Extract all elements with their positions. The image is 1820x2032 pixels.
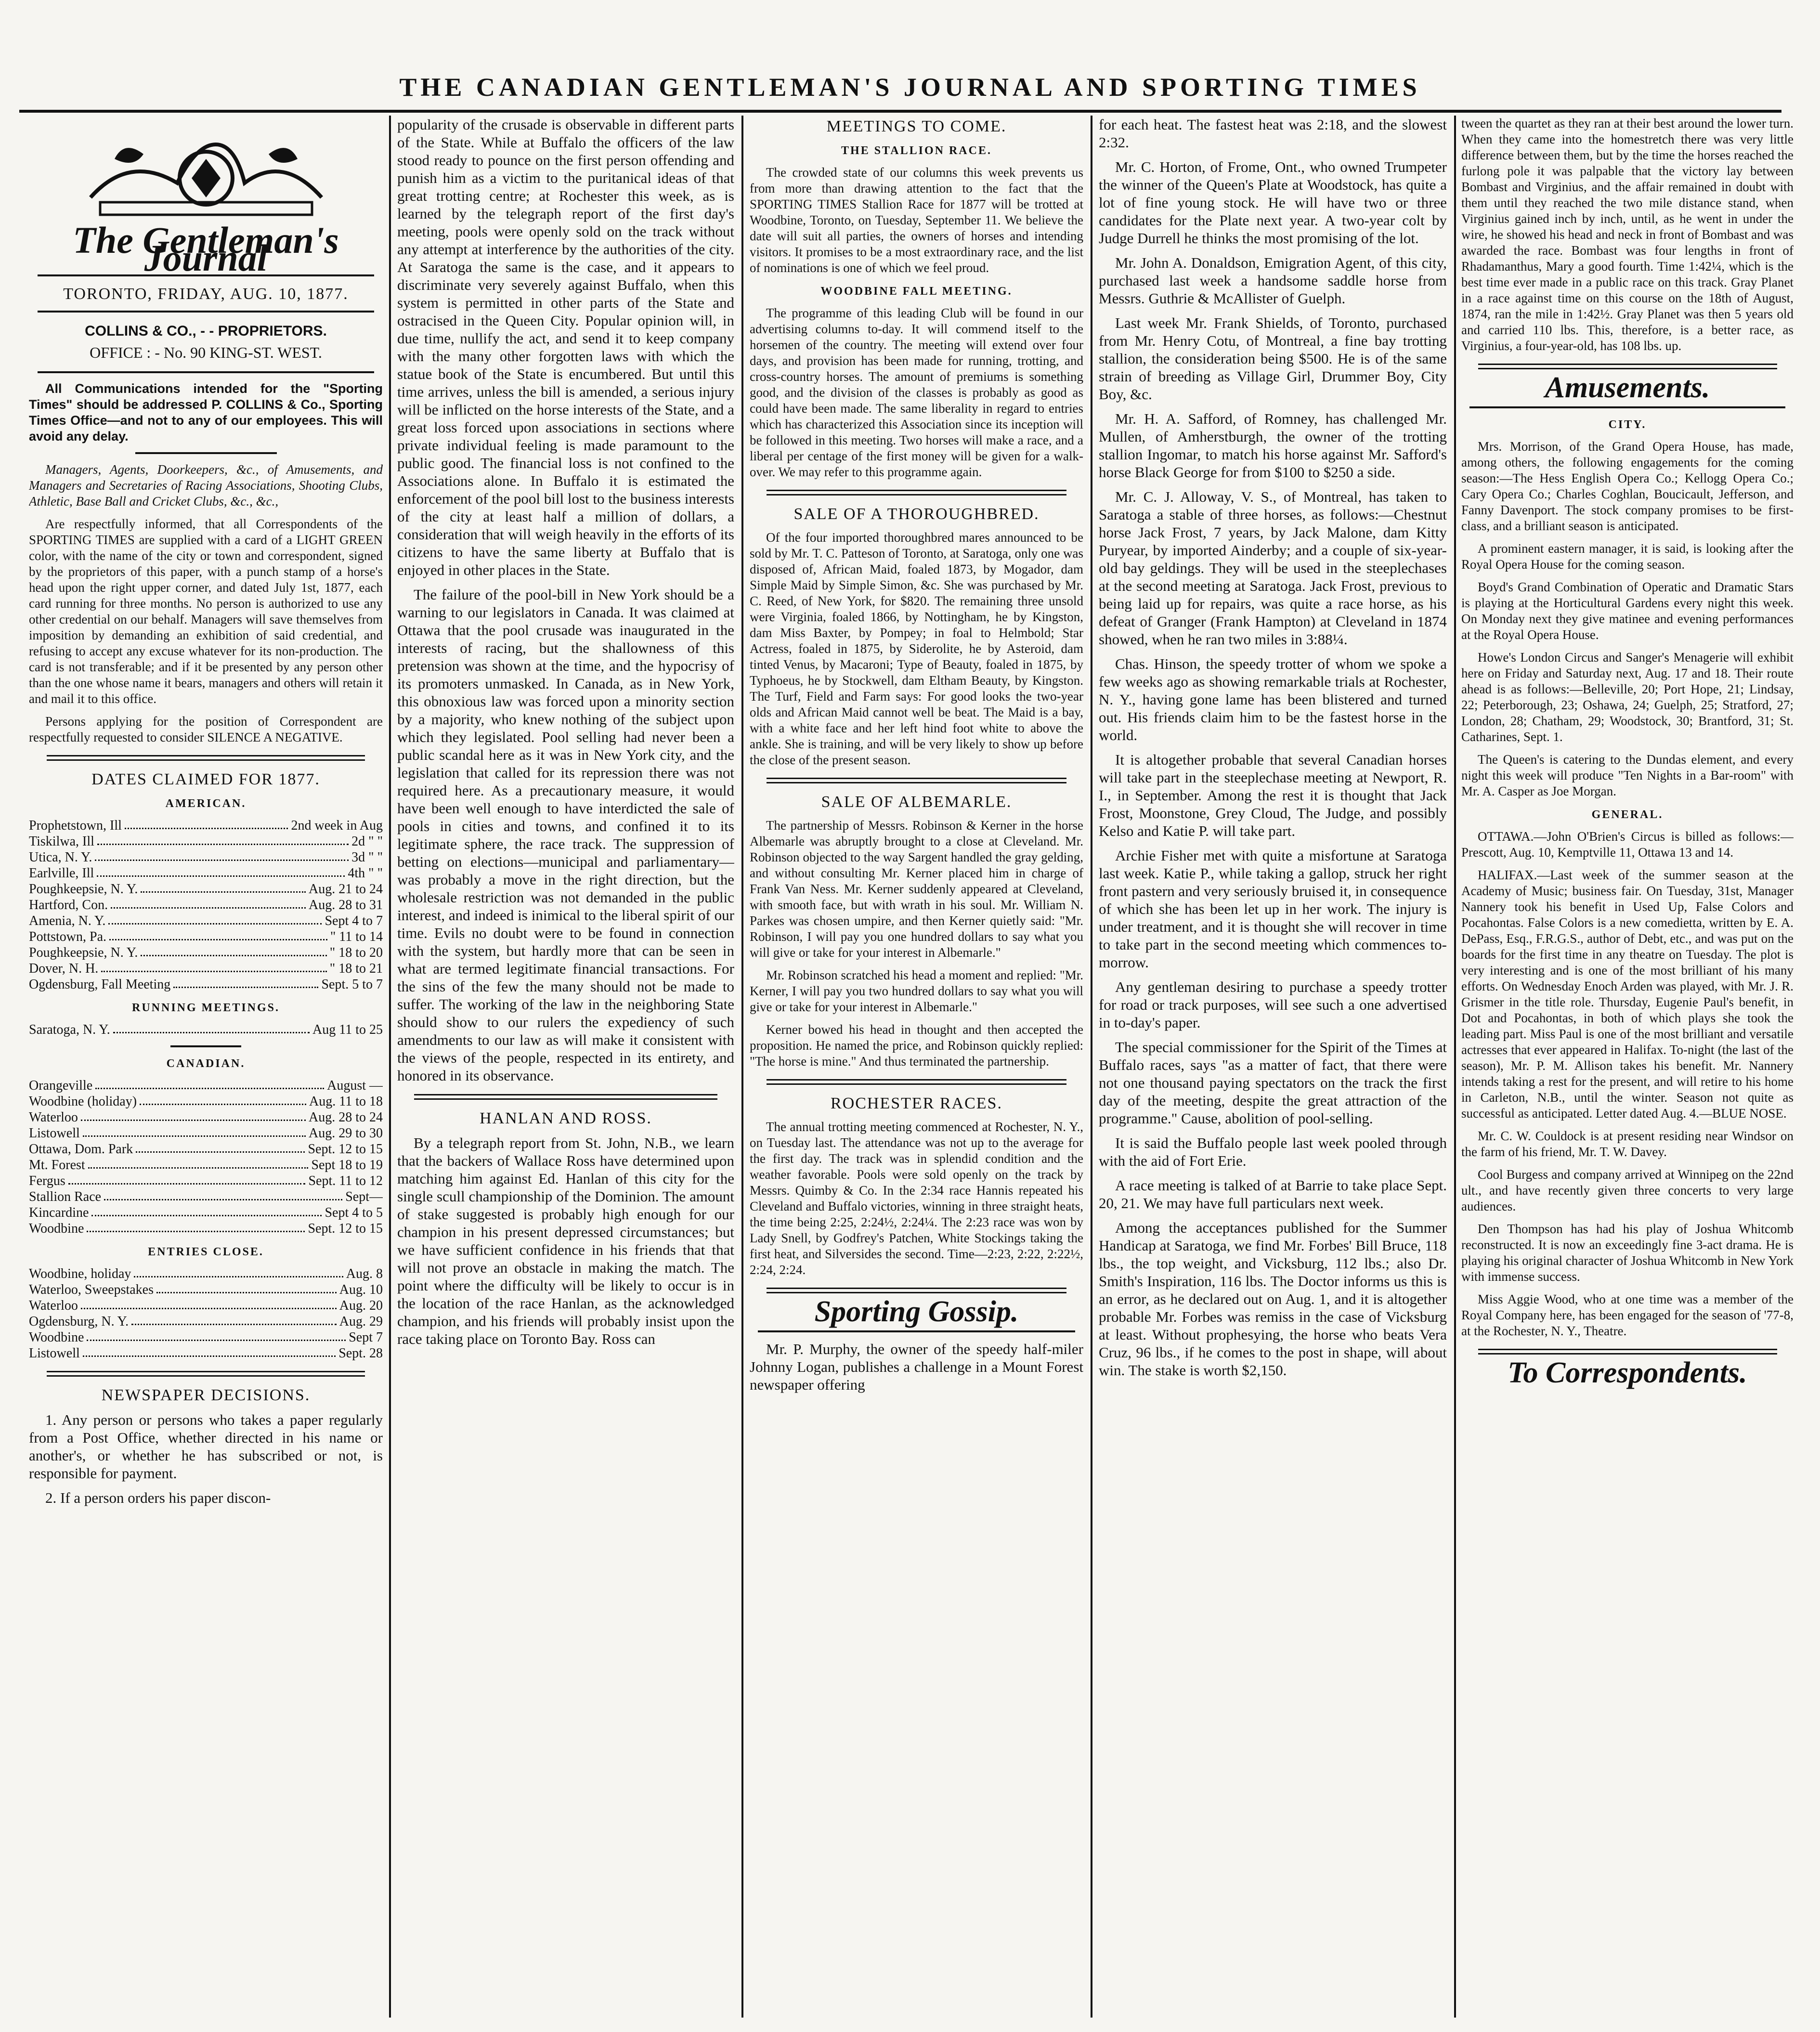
running-head: RUNNING MEETINGS. — [131, 1002, 280, 1014]
editorial-p1: popularity of the crusade is observable in different parts of the State. While at Buffalo the officers of the law stood ready to pounce on the first person offending and punish him as a victim to the puritanical ideas of that great trotting centre; at Rochester this week, as is learned by the telegraph report of the first day's meeting, pools were openly sold on the track without any attempt at interference by the authorities of the city. At Saratoga the same is the case, and it appears to discriminate very severely against Buffalo, when this system is permitted in other parts of the State and ostracised in the Queen City. Popular opinion will, in due time, nullify the act, and send it to keep company with the many other forgotten laws with which the statue book of the State is encumbered. But until this time arrives, unless the bill is amended, a serious injury will be inflicted on the horse interests of the State, and a great loss forced upon associations in sections where private individual feeling is made paramount to the public good. The financial loss is not confined to the Associations alone. In Buffalo it is estimated the enforcement of the pool bill lost to the business interests of the city at least half a million of dollars, a consideration that will weigh heavily in the efforts of its citizens to have the same liberty at Buffalo that is enjoyed in other places in the State. — [397, 116, 734, 578]
thoroughbred-text: Of the four imported thoroughbred mares announced to be sold by Mr. T. C. Patteson of Toronto, at Saratoga, only one was disposed of, African Maid, foaled 1873, by Mogador, dam Simple Maid by Simple Simon, &c. She was purchased by Mr. C. Reed, of New York, for $820. The remaining three unsold were Virginia, foaled 1866, by Nottingham, he by Kingston, dam Miss Baxter, by Pompey; in foal to Helmbold; Star Actress, foaled in 1875, by Siderolite, he by Asteroid, dam tinted Venus, by Macaroni; Type of Beauty, foaled in 1875, by Typhoeus, he by Stockwell, dam Eltham Beauty, by Kingston. The Turf, Field and Farm says: For good looks the two-year olds and African Maid cannot well be beat. The Maid is a bay, with a white face and her left hind foot white to above the ankle. She is training, and will be very likely to show up before the close of the present season. — [750, 530, 1083, 767]
date-entry — [29, 977, 383, 992]
gossip-title: Sporting Gossip. — [814, 1295, 1019, 1328]
date-value: Aug. 29 — [339, 1314, 383, 1329]
amusements-title: Amusements. — [1545, 371, 1710, 404]
date-value: August — — [327, 1078, 383, 1093]
city-head: CITY. — [1608, 418, 1647, 431]
dot-leader — [156, 1282, 337, 1293]
column-3 — [750, 116, 1083, 2022]
dot-leader — [101, 961, 326, 972]
date-entry — [29, 961, 383, 977]
date-place: Tiskilwa, Ill — [29, 834, 94, 849]
stallion-head: THE STALLION RACE. — [841, 144, 992, 157]
date-entry — [29, 1221, 383, 1237]
divider — [414, 1094, 717, 1100]
city-item-5: The Queen's is catering to the Dundas element, and every night this week will produce "Ten Nights in a Bar-room" with Mr. A. Casper as Joe Morgan. — [1461, 752, 1794, 798]
date-place: Prophetstown, Ill — [29, 818, 122, 833]
date-entry — [29, 1173, 383, 1189]
date-value: Aug. 28 to 24 — [309, 1110, 383, 1125]
dot-leader — [113, 1022, 310, 1033]
gossip-p12: It is said the Buffalo people last week pooled through with the aid of Fort Erie. — [1099, 1134, 1447, 1169]
divider — [1478, 1349, 1777, 1355]
woodbine-head: WOODBINE FALL MEETING. — [820, 285, 1013, 298]
date-entry — [29, 1298, 383, 1314]
entries-head: ENTRIES CLOSE. — [148, 1246, 264, 1258]
divider — [135, 452, 277, 454]
date-entry — [29, 929, 383, 945]
date-entry — [29, 849, 383, 865]
general-item-1: OTTAWA.—John O'Brien's Circus is billed as follows:—Prescott, Aug. 10, Kemptville 11, Ottawa 13 and 14. — [1461, 829, 1794, 860]
date-place: Woodbine (holiday) — [29, 1094, 137, 1109]
city-item-1: Mrs. Morrison, of the Grand Opera House, has made, among others, the following engagements for the coming season:—The Hess English Opera Co.; Kellogg Opera Co.; Cary Opera Co.; Charles Coghlan, Boucicault, Jefferson, and Fanny Davenport. The stock company promises to be first-class, and a brilliant season is anticipated. — [1461, 439, 1794, 533]
american-dates — [29, 818, 383, 992]
dot-leader — [83, 1125, 306, 1137]
general-item-5: Den Thompson has had his play of Joshua Whitcomb reconstructed. It is now an exceedingly fine 3-act drama. He is playing his original character of Joshua Whitcomb in New York with immense success. — [1461, 1222, 1794, 1284]
date-entry — [29, 1125, 383, 1141]
divider — [47, 1371, 365, 1377]
date-entry — [29, 1189, 383, 1205]
city-item-3: Boyd's Grand Combination of Operatic and Dramatic Stars is playing at the Horticultural Gardens every night this week. On Monday next they give matinee and evening performances at the Royal Opera House. — [1461, 580, 1794, 642]
date-entry — [29, 818, 383, 834]
masthead: THE CANADIAN GENTLEMAN'S JOURNAL AND SPORTING TIMES — [399, 73, 1421, 102]
date-place: Dover, N. H. — [29, 961, 99, 976]
date-value: " 18 to 21 — [329, 961, 383, 976]
dot-leader — [83, 1345, 336, 1357]
date-place: Stallion Race — [29, 1189, 102, 1204]
date-place: Listowell — [29, 1346, 80, 1361]
rochester-text: The annual trotting meeting commenced at Rochester, N. Y., on Tuesday last. The attendance was not up to the average for the first day. The track was in splendid condition and the weather favorable. Pools were sold openly on the track by Messrs. Quimby & Co. In the 2:34 race Hannis repeated his Cleveland and Buffalo victories, winning in three straight heats, the time being 2:25, 2:24½, 2:24¼. The 2:23 race was won by Lady Snell, by Godfrey's Patchen, White Stockings taking the first heat, and Silversides the second. Time—2:23, 2:22, 2:22½, 2:24, 2:24. — [750, 1120, 1083, 1277]
gossip-p6: Mr. C. J. Alloway, V. S., of Montreal, has taken to Saratoga a stable of three horses, as follows:—Chestnut horse Jack Frost, 7 years, by Jack Malone, dam Kitty Puryear, by imported Ainderby; and a couple of six-year-old bay geldings. They will be used in the steeplechases at the second meeting at Saratoga. Jack Frost, previous to being laid up for repairs, was quite a race horse, as his defeat of Granger (Frank Hampton) at Cleveland in 1874 showed, when he ran two miles in 3:88¼. — [1099, 488, 1447, 648]
general-item-4: Cool Burgess and company arrived at Winnipeg on the 22nd ult., and have recently given three concerts to very large audiences. — [1461, 1167, 1794, 1213]
date-value: Sept. 28 — [338, 1346, 383, 1361]
dot-leader — [91, 1205, 322, 1216]
date-place: Mt. Forest — [29, 1158, 85, 1172]
communications-notice: All Communications intended for the "Sporting Times" should be addressed P. COLLINS & Co., Sporting Times Office—and not to any of our employees. This will avoid any delay. — [29, 381, 383, 443]
dot-leader — [97, 865, 345, 877]
dot-leader — [173, 977, 318, 988]
column-rule — [389, 116, 391, 2018]
dot-leader — [97, 834, 349, 845]
stallion-text: The crowded state of our columns this week prevents us from more than drawing attention to the fact that the SPORTING TIMES Stallion Race for 1877 will be trotted at Woodbine, Toronto, on Tuesday, September 11. We believe the date will suit all parties, the owners of horses and intending visitors. It promises to be a most extraordinary race, and the list of nominations is one of which we feel proud. — [750, 165, 1083, 275]
divider — [767, 1079, 1067, 1085]
date-place: Earlville, Ill — [29, 866, 94, 881]
date-value: Aug. 11 to 18 — [309, 1094, 383, 1109]
date-place: Waterloo — [29, 1298, 78, 1313]
date-value: Aug. 8 — [346, 1266, 383, 1281]
column-rule — [1091, 116, 1092, 2018]
dot-leader — [134, 1266, 343, 1277]
general-item-2: HALIFAX.—Last week of the summer season at the Academy of Music; business fair. On Tuesday, 31st, Manager Nannery took his benefit in Used Up, False Colors and Pocahontas. False Colors is a new comedietta, written by E. A. DePass, Esq., F.R.G.S., author of Debt, etc., and was put on the boards for the first time in any theatre on Tuesday. The plot is very interesting and is one of the most brilliant of his many efforts. On Wednesday Enoch Arden was played, with Mr. J. R. Grismer in the title role. Thursday, Eugenie Paul's benefit, in Dot and Pocahontas, in both of which plays she took the leading part. Miss Paul is one of the most brilliant and versatile actresses that ever appeared in Halifax. To-night (the last of the season), Mr. P. M. Allison takes his benefit. Mr. Nannery intends taking a rest for the present, and will retire to his home in Carleton, N.B., until the winter. Season not quite as successful as anticipated. Letter dated Aug. 4.—BLUE NOSE. — [1461, 868, 1794, 1120]
date-place: Ogdensburg, Fall Meeting — [29, 977, 171, 992]
dot-leader — [95, 1078, 324, 1089]
divider — [767, 490, 1067, 495]
date-entry — [29, 834, 383, 849]
date-value: Aug. 21 to 24 — [309, 882, 383, 897]
dot-leader — [81, 1298, 337, 1309]
general-head: GENERAL. — [1591, 808, 1664, 821]
date-place: Hartford, Con. — [29, 898, 108, 912]
gossip-p4: Last week Mr. Frank Shields, of Toronto, purchased from Mr. Henry Cotu, of Montreal, a fine bay trotting stallion, the consideration being $500. He is of the same strain of breeding as Village Girl, Drummer Boy, City Boy, &c. — [1099, 314, 1447, 403]
date-entry — [29, 1205, 383, 1221]
date-value: Sept— — [345, 1189, 383, 1204]
date-place: Listowell — [29, 1126, 80, 1141]
date-entry — [29, 1314, 383, 1329]
gossip-text: Mr. P. Murphy, the owner of the speedy half-miler Johnny Logan, publishes a challenge in a Mount Forest newspaper offering — [750, 1341, 1083, 1393]
albemarle-title: SALE OF ALBEMARLE. — [821, 793, 1012, 811]
albemarle-text-3: Kerner bowed his head in thought and then accepted the proposition. He named the price, and Robinson quickly replied: "The horse is mine." And thus terminated the partnership. — [750, 1022, 1083, 1068]
office-address: OFFICE : - No. 90 KING-ST. WEST. — [90, 344, 322, 361]
gossip-p2: Mr. C. Horton, of Frome, Ont., who owned Trumpeter the winner of the Queen's Plate at Woodstock, has quite a lot of fine young stock. He will have two or three candidates for the Plate next year. A two-year colt by Judge Durrell he thinks the most promising of the lot. — [1099, 158, 1447, 247]
column-rule — [1454, 116, 1456, 2018]
rochester-title: ROCHESTER RACES. — [831, 1094, 1002, 1112]
dot-leader — [111, 897, 306, 909]
date-place: Amenia, N. Y. — [29, 913, 106, 928]
journal-title: The Gentleman's Journal — [73, 219, 339, 279]
masthead-rule — [19, 110, 1781, 113]
date-value: " 11 to 14 — [330, 929, 383, 944]
date-value: 2d " " — [351, 834, 383, 849]
date-entry — [29, 1078, 383, 1094]
date-value: 3d " " — [351, 850, 383, 865]
gossip-p5: Mr. H. A. Safford, of Romney, has challenged Mr. Mullen, of Amherstburgh, the owner of the trotting stallion Ingomar, to match his horse against Mr. Safford's horse Black George for from $100 to $250 a side. — [1099, 410, 1447, 481]
running-dates — [29, 1022, 383, 1038]
canadian-head: CANADIAN. — [166, 1057, 246, 1070]
divider — [170, 1045, 241, 1047]
date-value: Aug. 20 — [339, 1298, 383, 1313]
gossip-p8: It is altogether probable that several Canadian horses will take part in the steeplechase meeting at Newport, R. I., in September. Among the rest it is thought that Jack Frost, Moonstone, Grey Cloud, The Judge, and possibly Kelso and Katie P. will take part. — [1099, 751, 1447, 839]
divider — [767, 1288, 1067, 1293]
dot-leader — [68, 1173, 306, 1185]
dot-leader — [104, 1189, 342, 1200]
column-rule — [741, 116, 743, 2018]
city-item-2: A prominent eastern manager, it is said, is looking after the Royal Opera House for the coming season. — [1461, 541, 1794, 572]
date-value: Sept 4 to 7 — [325, 913, 383, 928]
date-value: Aug. 10 — [339, 1282, 383, 1297]
dot-leader — [87, 1329, 346, 1341]
date-value: Sept 4 to 5 — [325, 1205, 383, 1220]
american-head: AMERICAN. — [165, 797, 247, 810]
general-item-3: Mr. C. W. Couldock is at present residing near Windsor on the farm of his friend, Mr. T. W. Davey. — [1461, 1129, 1794, 1159]
dot-leader — [108, 913, 322, 925]
thoroughbred-title: SALE OF A THOROUGHBRED. — [793, 505, 1040, 523]
dot-leader — [141, 881, 306, 893]
hanlan-text: By a telegraph report from St. John, N.B., we learn that the backers of Wallace Ross have determined upon matching him against Ed. Hanlan of this city for the single scull championship of the Dominion. The amount of stake suggested is probably high enough for our champion in his present depressed circumstances; but we have sufficient confidence in his friends that that will not prove an obstacle in making the match. The point where the difficulty will be likely to occur is in the location of the race Hanlan, as the acknowledged champion, and his friends will probably insist upon the race taking place on Toronto Bay. Ross can — [397, 1134, 734, 1347]
date-entry — [29, 1345, 383, 1361]
gossip-p3: Mr. John A. Donaldson, Emigration Agent, of this city, purchased last week a handsome saddle horse from Messrs. Guthrie & McAllister of Guelph. — [1099, 254, 1447, 307]
divider — [38, 371, 374, 373]
date-value: Sept 18 to 19 — [311, 1158, 383, 1172]
hanlan-title: HANLAN AND ROSS. — [480, 1109, 652, 1127]
albemarle-text-1: The partnership of Messrs. Robinson & Kerner in the horse Albemarle was abruptly brought to a close at Cleveland. Mr. Robinson objected to the way Sargent handled the gray gelding, and without consulting Mr. Kerner placed him in charge of Frank Van Ness. Mr. Kerner suddenly appeared at Cleveland, with smooth face, but with wrath in his soul. Mr. William N. Parkes was chosen umpire, and then Kerner quietly said: "Mr. Robinson, I will pay you one hundred dollars to say what you will give or take for your interest in Albemarle." — [750, 818, 1083, 960]
decisions-title: NEWSPAPER DECISIONS. — [101, 1386, 311, 1404]
date-value: Sept. 11 to 12 — [308, 1173, 383, 1188]
crest-icon — [71, 125, 341, 226]
date-place: Ottawa, Dom. Park — [29, 1142, 133, 1157]
date-place: Fergus — [29, 1173, 65, 1188]
date-place: Woodbine, holiday — [29, 1266, 131, 1281]
divider — [47, 755, 365, 761]
dot-leader — [140, 1094, 306, 1105]
decision-2: 2. If a person orders his paper discon- — [45, 1489, 271, 1506]
gossip-p11: The special commissioner for the Spirit of the Times at Buffalo races, says "as a matter of fact, that there were not one thousand paying spectators on the track the first day of the meeting, despite the great attraction of the programme." Cause, abolition of pool-selling. — [1099, 1039, 1447, 1127]
date-entry — [29, 1109, 383, 1125]
date-place: Utica, N. Y. — [29, 850, 92, 865]
dot-leader — [125, 818, 288, 829]
gossip-p9: Archie Fisher met with quite a misfortune at Saratoga last week. Katie P., while taking a gallop, struck her right front pastern and very seriously bruised it, in consequence of which she has been let up in her work. The injury is under treatment, and it is thought she will recover in time to take part in the second meeting which commences to-morrow. — [1099, 847, 1447, 971]
date-entry — [29, 1141, 383, 1157]
dot-leader — [95, 849, 349, 861]
date-value: Aug. 29 to 30 — [309, 1126, 383, 1141]
date-place: Saratoga, N. Y. — [29, 1022, 110, 1037]
divider — [767, 778, 1067, 783]
woodbine-text: The programme of this leading Club will be found in our advertising columns to-day. It will commend itself to the horsemen of the country. The meeting will extend over four days, and provision has been made for running, trotting, and cross-country horses. The amount of premiums is something good, and the division of the classes is probably as good as could have been made. The same liberality in regard to entries which has characterized this Association since its inception will be followed in this meeting. Two horses will make a race, and a liberal per centage of the first money will be given for a walk-over. We may refer to this programme again. — [750, 306, 1083, 479]
date-place: Woodbine — [29, 1221, 84, 1236]
dateline: TORONTO, FRIDAY, AUG. 10, 1877. — [63, 285, 349, 303]
dot-leader — [131, 1314, 337, 1325]
date-place: Woodbine — [29, 1330, 84, 1345]
date-value: Aug 11 to 25 — [312, 1022, 383, 1037]
gossip-p13: A race meeting is talked of at Barrie to take place Sept. 20, 21. We may have full particulars next week. — [1099, 1177, 1447, 1211]
date-entry — [29, 865, 383, 881]
date-value: 2nd week in Aug — [291, 818, 383, 833]
gossip-p1: for each heat. The fastest heat was 2:18, and the slowest 2:32. — [1099, 116, 1447, 151]
gossip-p14: Among the acceptances published for the Summer Handicap at Saratoga, we find Mr. Forbes' Bill Bruce, 118 lbs., the top weight, and Vicksburg, 112 lbs.; also Dr. Smith's Inspiration, 116 lbs. The Doctor informs us this is an error, as he declared out on Aug. 1, and it is altogether probable Mr. Forbes was remiss in the case of Vicksburg at least. Without prophesying, the horse who beats Vera Cruz, 96 lbs., if he comes to the post in shape, will about win. The stake is worth $2,150. — [1099, 1219, 1447, 1379]
gossip-p7: Chas. Hinson, the speedy trotter of whom we spoke a few weeks ago as showing remarkable trials at Rochester, N. Y., having gone lame has been blistered and turned out. His friends claim him to be the fastest horse in the world. — [1099, 655, 1447, 743]
dates-title: DATES CLAIMED FOR 1877. — [91, 770, 320, 788]
correspondents-notice: Are respectfully informed, that all Correspondents of the SPORTING TIMES are supplied with a card of a LIGHT GREEN color, with the name of the city or town and correspondent, signed by the proprietors of this paper, with a punch stamp of a horse's head upon the right upper corner, and dated July 1st, 1877, each card running for three months. No person is authorized to use any other credential on our behalf. Managers will save themselves from imposition by demanding an exhibition of said credential, and refusing to accept any excuse whatever for its non-production. The card is not transferable; and if it be presented by any person other than the one whose name it bears, managers and others will retain it and mail it to this office. — [29, 517, 383, 706]
entries-dates — [29, 1266, 383, 1361]
date-entry — [29, 1266, 383, 1282]
date-entry — [29, 897, 383, 913]
dot-leader — [136, 1141, 305, 1153]
date-entry — [29, 1157, 383, 1173]
dot-leader — [141, 945, 326, 956]
date-value: " 18 to 20 — [329, 945, 383, 960]
decision-1: 1. Any person or persons who takes a paper regularly from a Post Office, whether directed in his name or another's, or whether he has subscribed or not, is responsible for payment. — [29, 1411, 383, 1482]
date-value: 4th " " — [348, 866, 383, 881]
applying-notice: Persons applying for the position of Correspondent are respectfully requested to consider SILENCE A NEGATIVE. — [29, 714, 383, 744]
albemarle-text-2: Mr. Robinson scratched his head a moment and replied: "Mr. Kerner, I will pay you two hundred dollars to say what you will give or take for your interest in Albemarle." — [750, 968, 1083, 1014]
date-place: Orangeville — [29, 1078, 93, 1093]
correspondents-title: To Correspondents. — [1508, 1356, 1747, 1389]
date-value: Sept. 5 to 7 — [321, 977, 383, 992]
date-place: Kincardine — [29, 1205, 89, 1220]
dot-leader — [109, 929, 327, 940]
managers-notice: Managers, Agents, Doorkeepers, &c., of Amusements, and Managers and Secretaries of Racing Associations, Shooting Clubs, Athletic, Base Ball and Cricket Clubs, &c., &c., — [29, 462, 383, 508]
divider — [38, 311, 374, 313]
date-value: Sept. 12 to 15 — [308, 1221, 383, 1236]
dot-leader — [88, 1157, 309, 1169]
race-report: tween the quartet as they ran at their best around the lower turn. When they came into the homestretch there was very little difference between them, but by the time the horses reached the furlong pole it was palpable that the victory lay between Bombast and Virginius, and the affair remained in doubt with them until they reached the two mile distance stand, when Virginius gained inch by inch, until, as he went in under the wire, he showed his head and neck in front of Bombast and was awarded the race. Bombast was four lengths in front of Rhadamanthus, Mary a good fourth. Time 1:42¼, which is the best time ever made in a public race on this track. Gray Planet in a race against time on this course on the 18th of August, 1874, ran the mile in 1:42½. Gray Planet was then 5 years old and carried 110 lbs. This, therefore, is a better race, as Virginius, a four-year-old, has 108 lbs. up. — [1461, 116, 1794, 353]
city-item-4: Howe's London Circus and Sanger's Menagerie will exhibit here on Friday and Saturday next, Aug. 17 and 18. Their route ahead is as follows:—Belleville, 20; Port Hope, 21; Lindsay, 22; Peterborough, 23; Oshawa, 24; Guelph, 25; Stratford, 27; London, 28; Chatham, 29; Woodstock, 30; Brantford, 31; St. Catharines, Sept. 1. — [1461, 650, 1794, 744]
date-entry — [29, 945, 383, 961]
column-1 — [29, 116, 383, 2022]
editorial-p2: The failure of the pool-bill in New York should be a warning to our legislators in Canada. It was claimed at Ottawa that the pool crusade was inaugurated in the interests of racing, but the shallowness of this pretension was shown at the time, and the hypocrisy of its promoters unmasked. In Canada, as in New York, this obnoxious law was forced upon a minority section by a majority, who knew nothing of the subject upon which they legislated. Pool selling had never been a public scandal here as it was in New York city, and the legislation that called for its repression there was not required here. As a precautionary measure, it would have been well enough to have interdicted the sale of pools in cities and towns, and confined it to its legitimate sphere, the race track. The suppression of betting on elections—municipal and parliamentary—was probably a move in the right direction, but the wholesale restriction was not demanded in the public interest, and indeed is inimical to the liberal spirit of our time. Evils no doubt were to be found in connection with the system, but hardly more that can be seen in what are termed legitimate financial transactions. For the sins of the few the many should not be made to suffer. The working of the law in the neighboring State should show to our rulers the expediency of such amendments to our law as will make it consistent with the views of the people, respected in its entirety, and honored in its observance. — [397, 586, 734, 1084]
date-place: Pottstown, Pa. — [29, 929, 107, 944]
divider — [1478, 364, 1777, 369]
column-2 — [397, 116, 734, 2022]
dot-leader — [81, 1109, 306, 1121]
date-entry — [29, 1022, 383, 1038]
date-place: Waterloo — [29, 1110, 78, 1125]
date-entry — [29, 1094, 383, 1109]
date-entry — [29, 1282, 383, 1298]
canadian-dates — [29, 1078, 383, 1237]
date-value: Aug. 28 to 31 — [309, 898, 383, 912]
date-place: Waterloo, Sweepstakes — [29, 1282, 154, 1297]
gossip-p10: Any gentleman desiring to purchase a speedy trotter for road or track purposes, will see such a one advertised in to-day's paper. — [1099, 978, 1447, 1031]
date-place: Ogdensburg, N. Y. — [29, 1314, 129, 1329]
column-4 — [1099, 116, 1447, 2022]
divider — [1469, 406, 1785, 408]
date-value: Sept. 12 to 15 — [308, 1142, 383, 1157]
date-value: Sept 7 — [349, 1330, 383, 1345]
publishers: COLLINS & CO., - - PROPRIETORS. — [85, 323, 327, 339]
meetings-title: MEETINGS TO COME. — [826, 117, 1007, 135]
date-entry — [29, 1329, 383, 1345]
divider — [758, 1330, 1075, 1332]
date-place: Poughkeepsie, N. Y. — [29, 882, 138, 897]
date-entry — [29, 881, 383, 897]
date-place: Poughkeepsie, N. Y. — [29, 945, 138, 960]
column-5 — [1461, 116, 1794, 2022]
general-item-6: Miss Aggie Wood, who at one time was a member of the Royal Company here, has been engaged for the season of '77-8, at the Rochester, N. Y., Theatre. — [1461, 1292, 1794, 1338]
date-entry — [29, 913, 383, 929]
dot-leader — [87, 1221, 305, 1232]
